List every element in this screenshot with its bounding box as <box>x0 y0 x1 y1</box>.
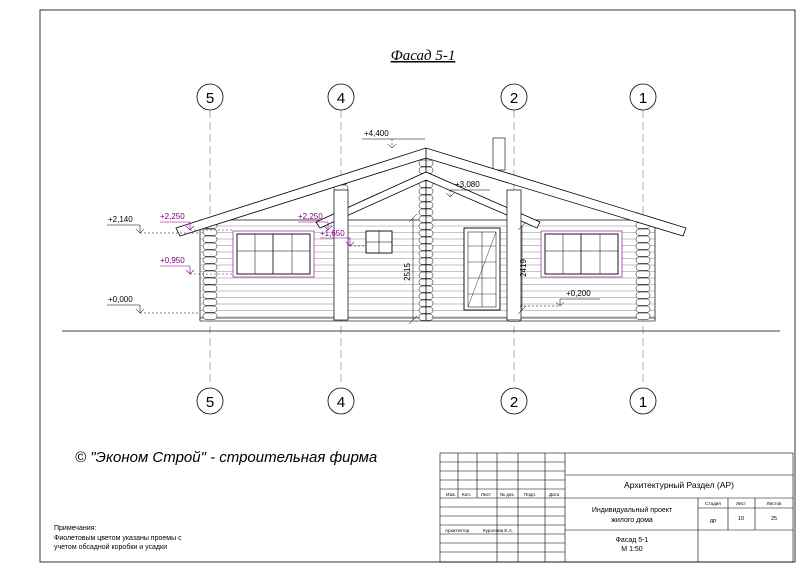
elevation-small-window-bottom: +1,650 <box>320 229 345 238</box>
axis-label-4-top: 4 <box>336 90 346 107</box>
tb-header-stage: Стадия <box>705 501 721 506</box>
elevation-ridge: +4,400 <box>364 129 389 138</box>
tb-sheet-value: 10 <box>737 516 745 522</box>
tb-architect-name: Куролова Е.А. <box>483 528 514 533</box>
window-left <box>233 231 314 277</box>
tb-header-podp: Подп. <box>524 492 537 497</box>
tb-header-sheets: Листов <box>766 501 782 506</box>
tb-header-kol: Кол. <box>462 492 472 497</box>
window-right <box>541 231 622 277</box>
tb-section: Архитектурный Раздел (АР) <box>624 480 734 490</box>
tb-header-data: Дата <box>549 492 560 497</box>
axis-label-2-bottom: 2 <box>509 394 519 411</box>
window-small <box>366 231 392 253</box>
elevation-window-top-mid: +2,250 <box>298 212 323 221</box>
elevation-eave: +2,140 <box>108 215 133 224</box>
elevation-door-bottom: +0,200 <box>566 289 591 298</box>
axis-label-2-top: 2 <box>509 90 519 107</box>
dimension-door-label: 2419 <box>519 259 528 277</box>
elevation-window-top-left: +2,250 <box>160 212 185 221</box>
axis-label-5-bottom: 5 <box>205 394 215 411</box>
tb-stage-value: др <box>709 518 717 524</box>
tb-project-line-2: жилого дома <box>611 517 653 524</box>
tb-scale: М 1:50 <box>621 546 643 553</box>
tb-project-line-1: Индивидуальный проект <box>591 507 673 514</box>
axis-bubbles-bottom <box>197 388 656 414</box>
chimney <box>493 138 505 170</box>
dimension-left-label: 2515 <box>403 263 412 281</box>
tb-header-sheet: Лист <box>736 501 746 506</box>
axis-bubbles-top <box>197 84 656 110</box>
notes-line-1: Фиолетовым цветом указаны проемы с <box>54 535 182 542</box>
tb-header-list: Лист <box>481 492 491 497</box>
company-name: © "Эконом Строй" - строительная фирма <box>75 449 378 466</box>
elevation-porch-ridge: +3,080 <box>455 180 480 189</box>
tb-architect-label: Архитектор <box>445 528 470 533</box>
axis-label-1-bottom: 1 <box>638 394 648 411</box>
drawing-title: Фасад 5-1 <box>390 48 456 64</box>
tb-header-ndok: № док. <box>500 492 515 497</box>
axis-label-4-bottom: 4 <box>336 394 346 411</box>
notes-line-2: учетом обсадной коробки и усадки <box>54 544 167 551</box>
notes-heading: Примечания: <box>54 525 97 532</box>
tb-sheets-value: 25 <box>770 516 778 522</box>
axis-label-1-top: 1 <box>638 90 648 107</box>
door <box>464 228 500 310</box>
elevation-window-bottom: +0,950 <box>160 256 185 265</box>
tb-header-izm: Изм. <box>446 492 456 497</box>
tb-sheet-name: Фасад 5-1 <box>615 537 649 544</box>
elevation-ground: +0,000 <box>108 295 133 304</box>
axis-label-5-top: 5 <box>205 90 215 107</box>
